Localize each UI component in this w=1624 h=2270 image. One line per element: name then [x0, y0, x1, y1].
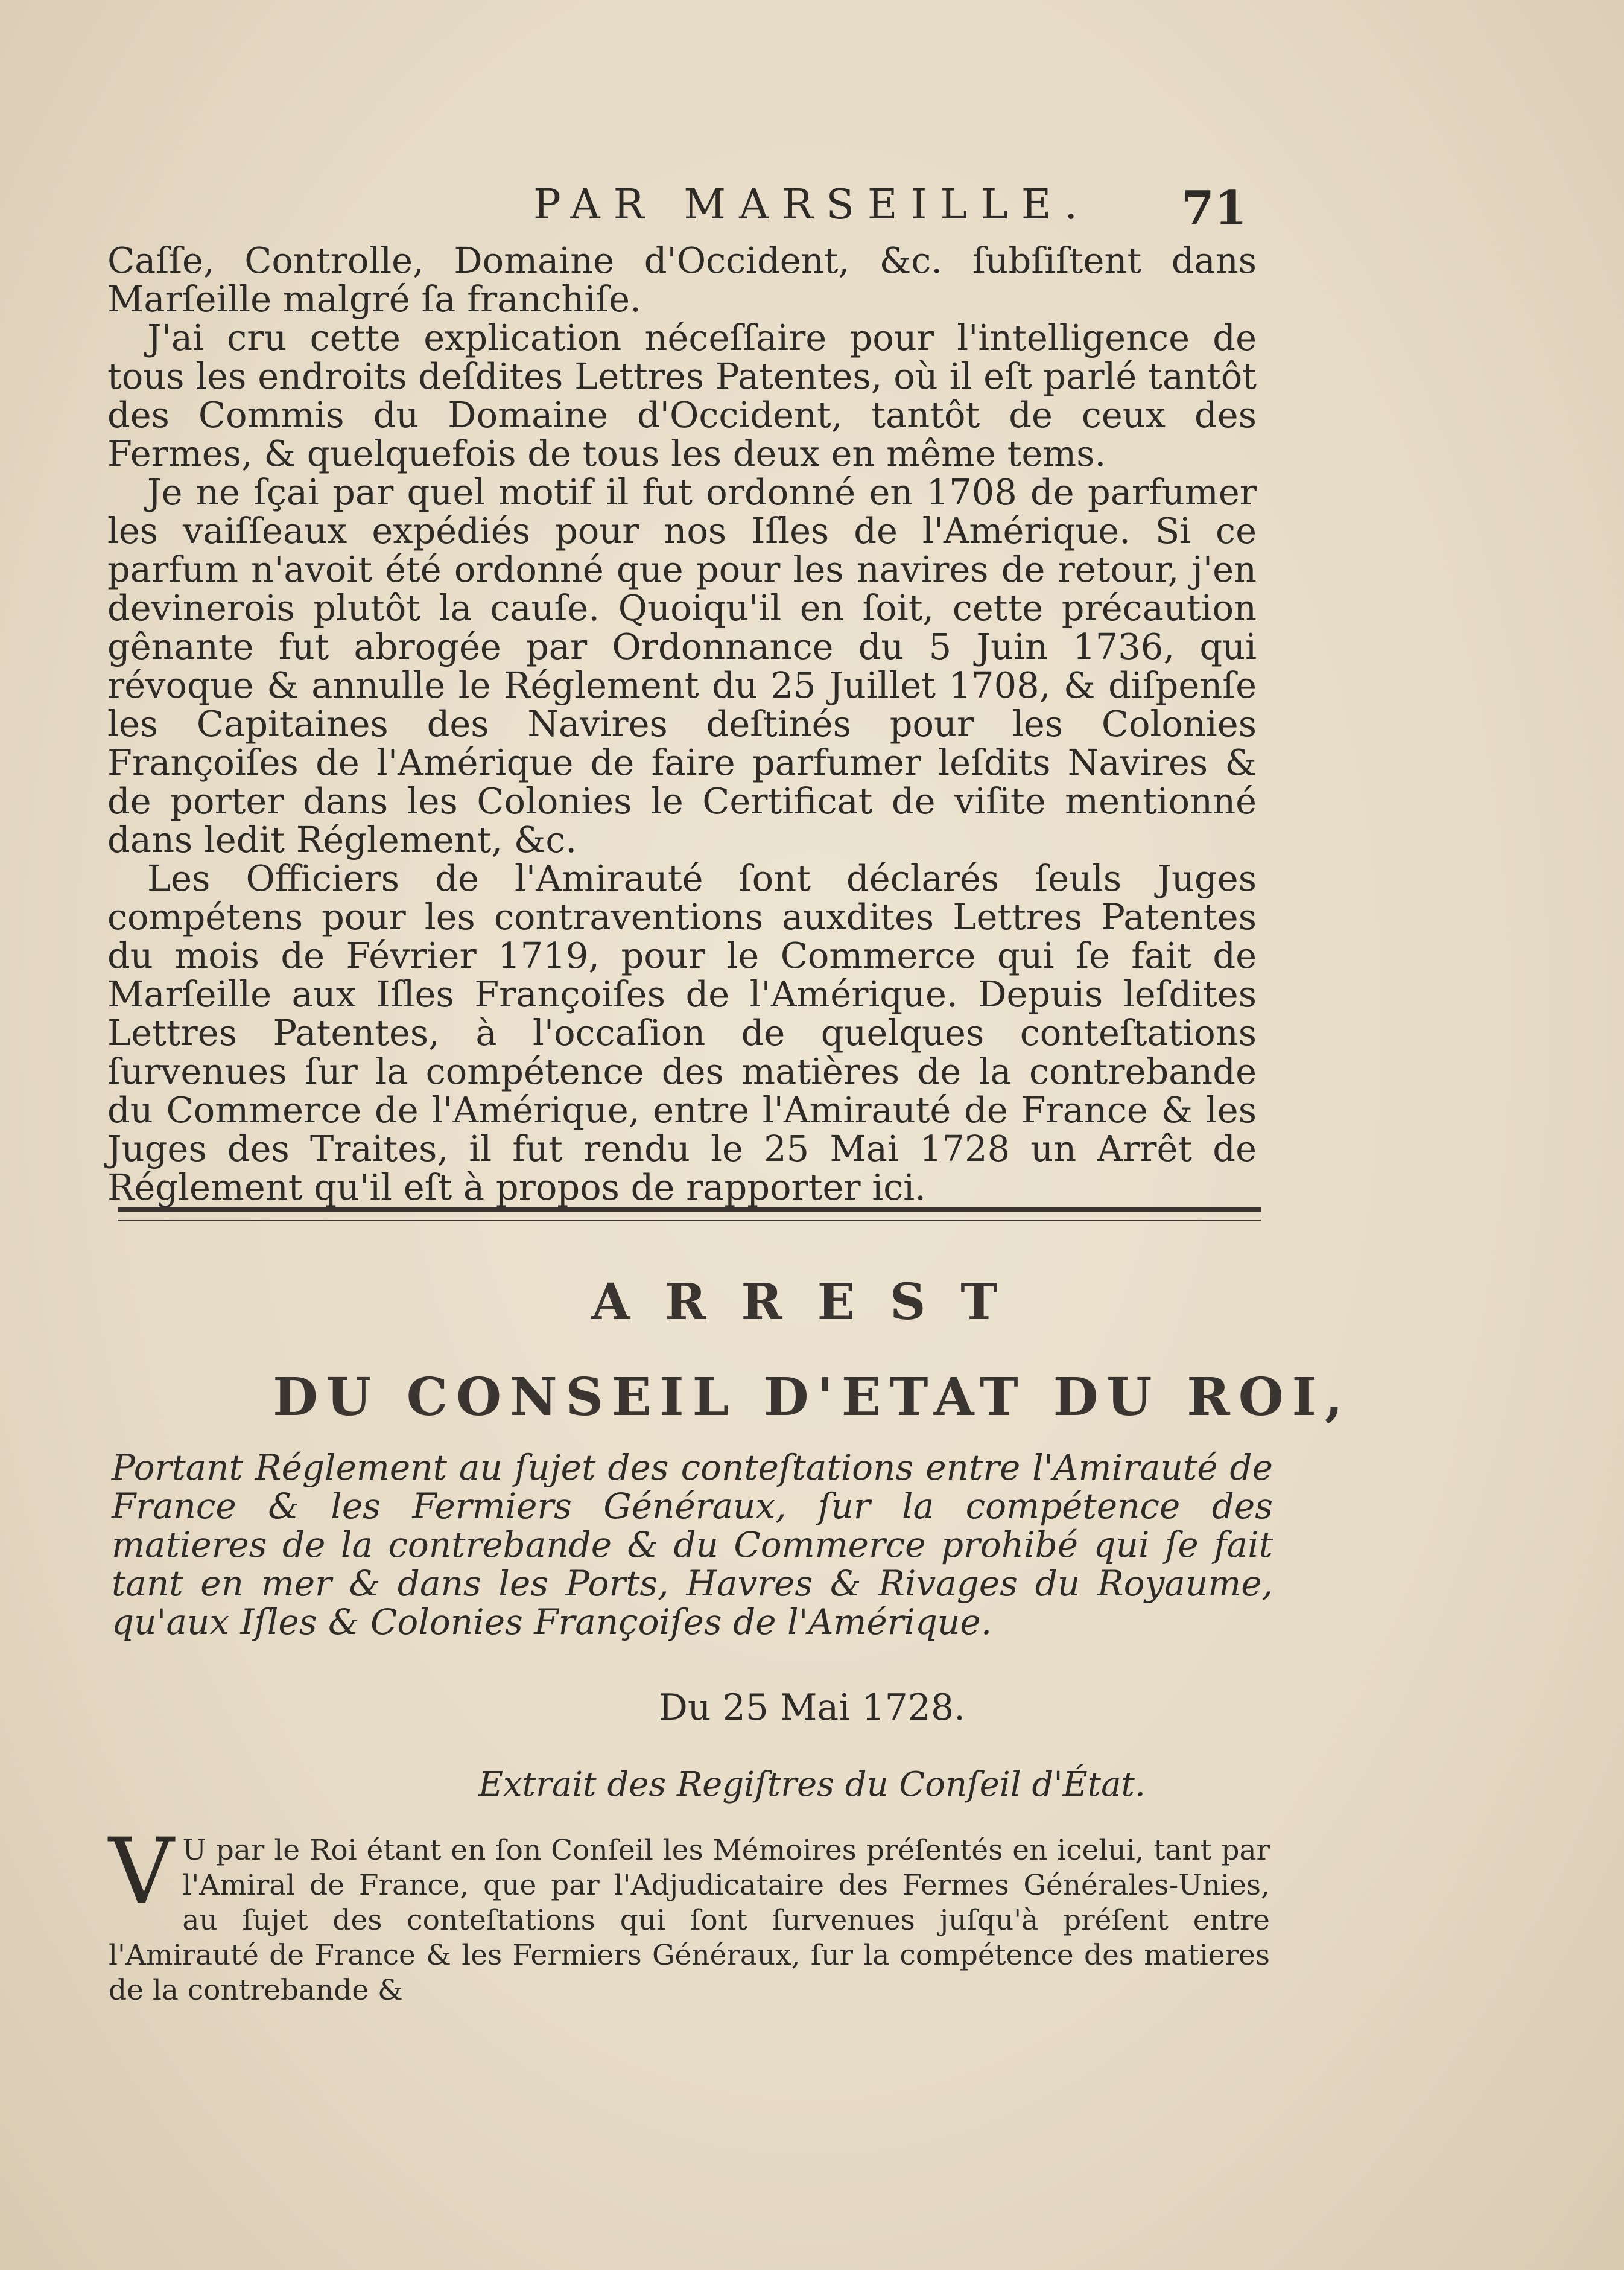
- decree-date: Du 25 Mai 1728.: [658, 1687, 966, 1729]
- running-title: PAR MARSEILLE.: [533, 181, 1091, 229]
- decree-title: ARREST: [591, 1273, 1033, 1331]
- decree-description: Portant Réglement au ſujet des conteſtations entre l'Amirauté de France & les Fermiers Généraux, ſur la compétence des matieres de la contrebande & du Commerce prohibé qui ſe fait tant en mer & dans les Ports, Havres & Rivages du Royaume, qu'aux Iſles & Colonies Françoiſes de l'Amérique.: [112, 1447, 1273, 1642]
- drop-cap: V: [109, 1819, 174, 1924]
- section-divider: [118, 1207, 1261, 1221]
- page-number: 71: [1181, 181, 1247, 236]
- decree-subtitle: DU CONSEIL D'ETAT DU ROI,: [273, 1367, 1351, 1428]
- main-text: [107, 241, 1257, 1207]
- paragraph-3: Je ne ſçai par quel motif il fut ordonné en 1708 de parfumer les vaiſſeaux expédiés pour nos Iſles de l'Amérique. Si ce parfum n'avoit été ordonné que pour les navires de retour, j'en devinerois plutôt la cauſe. Quoiqu'il en ſoit, cette précaution gênante fut abrogée par Ordonnance du 5 Juin 1736, qui révoque & annulle le Réglement du 25 Juillet 1708, & diſpenſe les Capitaines des Navires deſtinés pour les Colonies Françoiſes de l'Amérique de faire parfumer leſdits Navires & de porter dans les Colonies le Certificat de viſite mentionné dans ledit Réglement, &c.: [107, 471, 1257, 860]
- register-extract: Extrait des Regiſtres du Conſeil d'État.: [478, 1765, 1146, 1804]
- decree-opening: [109, 1819, 1270, 2008]
- paragraph-1: Caſſe, Controlle, Domaine d'Occident, &c. ſubſiſtent dans Marſeille malgré ſa franchiſe.: [107, 240, 1257, 320]
- opening-text: U par le Roi étant en ſon Conſeil les Mémoires préſentés en icelui, tant par l'Amiral de France, que par l'Adjudicataire des Fermes Générales-Unies, au ſujet des conteſtations qui ſont ſurvenues juſqu'à préſent entre l'Amirauté de France & les Fermiers Généraux, ſur la compétence des matieres de la contrebande &: [109, 1834, 1270, 2007]
- paragraph-4: Les Officiers de l'Amirauté ſont déclarés ſeuls Juges compétens pour les contraventions auxdites Lettres Patentes du mois de Février 1719, pour le Commerce qui ſe fait de Marſeille aux Iſles Françoiſes de l'Amérique. Depuis leſdites Lettres Patentes, à l'occaſion de quelques conteſtations ſurvenues ſur la compétence des matières de la contrebande du Commerce de l'Amérique, entre l'Amirauté de France & les Juges des Traites, il fut rendu le 25 Mai 1728 un Arrêt de Réglement qu'il eſt à propos de rapporter ici.: [107, 857, 1257, 1208]
- paragraph-2: J'ai cru cette explication néceſſaire pour l'intelligence de tous les endroits deſdites Lettres Patentes, où il eſt parlé tantôt des Commis du Domaine d'Occident, tantôt de ceux des Fermes, & quelquefois de tous les deux en même tems.: [107, 317, 1257, 474]
